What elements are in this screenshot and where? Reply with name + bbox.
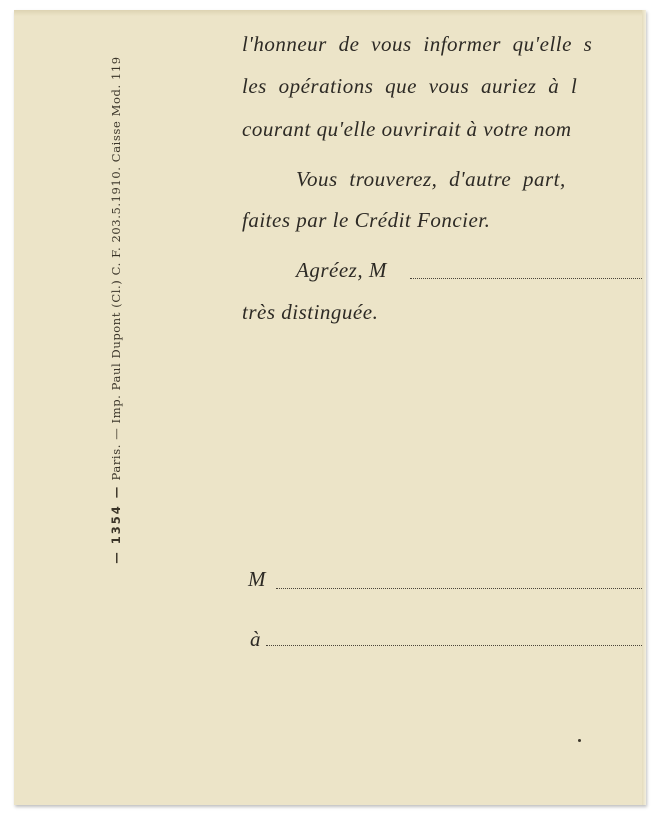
letter-line-6: Agréez, M bbox=[296, 258, 387, 282]
letter-line-7: très distinguée. bbox=[242, 300, 379, 324]
letter-line-1: l'honneur de vous informer qu'elle s bbox=[242, 32, 593, 56]
address-dotted-line bbox=[266, 645, 642, 646]
printer-imprint bbox=[109, 56, 123, 563]
top-fold bbox=[14, 10, 646, 16]
letter-line-5: faites par le Crédit Foncier. bbox=[242, 208, 491, 232]
salutation-dotted-line bbox=[410, 278, 642, 279]
letter-line-2: les opérations que vous auriez à l bbox=[242, 74, 578, 98]
printer-details: Paris. — Imp. Paul Dupont (Cl.) C. F. 203.5.1910. Caisse Mod. 119 bbox=[109, 56, 123, 481]
letter-form-page bbox=[14, 10, 646, 805]
recipient-dotted-line bbox=[276, 588, 642, 589]
torn-edge bbox=[642, 10, 646, 805]
ink-speck bbox=[578, 739, 581, 742]
form-number: — 1354 — bbox=[109, 484, 123, 564]
recipient-label: M bbox=[248, 567, 266, 591]
letter-line-3: courant qu'elle ouvrirait à votre nom bbox=[242, 117, 572, 141]
address-label: à bbox=[250, 627, 261, 651]
letter-line-4: Vous trouverez, d'autre part, bbox=[296, 167, 566, 191]
